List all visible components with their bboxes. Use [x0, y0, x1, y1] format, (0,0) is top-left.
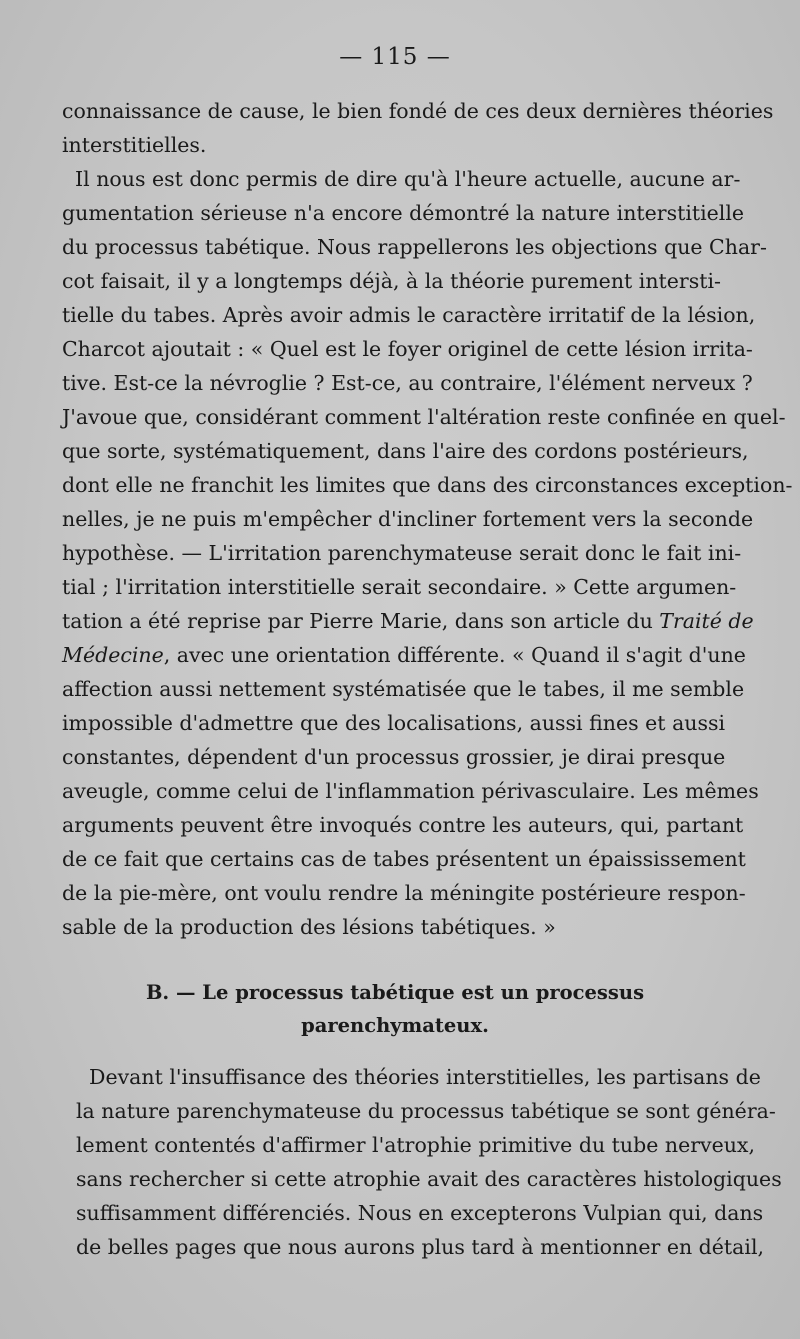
text-line: arguments peuvent être invoqués contre les auteurs, qui, partant — [62, 813, 744, 837]
section-heading-line: B. — Le processus tabétique est un processus — [145, 981, 645, 1004]
text-line: Devant l'insuffisance des théories interstitielles, les partisans de — [76, 1065, 761, 1089]
text-line: suffisamment différenciés. Nous en excepterons Vulpian qui, dans — [76, 1201, 764, 1225]
text-line: du processus tabétique. Nous rappellerons les objections que Char- — [62, 235, 767, 259]
text-line: gumentation sérieuse n'a encore démontré la nature interstitielle — [62, 201, 745, 225]
text-line: que sorte, systématiquement, dans l'aire des cordons postérieurs, — [62, 439, 749, 463]
section-heading — [0, 976, 790, 1042]
text-line: J'avoue que, considérant comment l'altération reste confinée en quel- — [62, 405, 786, 429]
text-line: de belles pages que nous aurons plus tard à mentionner en détail, — [76, 1235, 765, 1259]
text-line: connaissance de cause, le bien fondé de ces deux dernières théories — [62, 99, 774, 123]
text-line: lement contentés d'affirmer l'atrophie primitive du tube nerveux, — [76, 1133, 756, 1157]
text-line: interstitielles. — [62, 133, 207, 157]
body-text-top — [62, 94, 793, 944]
text-line: la nature parenchymateuse du processus tabétique se sont généra- — [76, 1099, 776, 1123]
text-line-with-italic: Médecine, avec une orientation différente. « Quand il s'agit d'une — [62, 643, 746, 667]
text-line: affection aussi nettement systématisée que le tabes, il me semble — [62, 677, 745, 701]
text-line: constantes, dépendent d'un processus grossier, je dirai presque — [62, 745, 726, 769]
text-line: hypothèse. — L'irritation parenchymateuse serait donc le fait ini- — [62, 541, 742, 565]
text-line: aveugle, comme celui de l'inflammation périvasculaire. Les mêmes — [62, 779, 759, 803]
text-line: sable de la production des lésions tabétiques. » — [62, 915, 556, 939]
page-number: — 115 — — [339, 44, 451, 70]
text-line: Charcot ajoutait : « Quel est le foyer originel de cette lésion irrita- — [62, 337, 753, 361]
text-line: tielle du tabes. Après avoir admis le caractère irritatif de la lésion, — [62, 303, 756, 327]
italic-title: Traité de — [659, 609, 754, 633]
italic-title: Médecine — [62, 643, 164, 667]
text-line: dont elle ne franchit les limites que dans des circonstances exception- — [62, 473, 793, 497]
section-heading-line: parenchymateux. — [301, 1014, 489, 1037]
text-line: de la pie-mère, ont voulu rendre la méningite postérieure respon- — [62, 881, 746, 905]
text-line: impossible d'admettre que des localisations, aussi fines et aussi — [62, 711, 726, 735]
text-line: sans rechercher si cette atrophie avait des caractères histologiques — [76, 1167, 782, 1191]
body-text-bottom — [76, 1060, 782, 1264]
text-line: nelles, je ne puis m'empêcher d'incliner fortement vers la seconde — [62, 507, 754, 531]
text-line: de ce fait que certains cas de tabes présentent un épaississement — [62, 847, 746, 871]
text-line: tive. Est-ce la névroglie ? Est-ce, au contraire, l'élément nerveux ? — [62, 371, 753, 395]
text-line-with-italic: tation a été reprise par Pierre Marie, dans son article du Traité de — [62, 609, 754, 633]
text-line: Il nous est donc permis de dire qu'à l'heure actuelle, aucune ar- — [62, 167, 741, 191]
text-line: tial ; l'irritation interstitielle serait secondaire. » Cette argumen- — [62, 575, 737, 599]
text-line: cot faisait, il y a longtemps déjà, à la théorie purement intersti- — [62, 269, 721, 293]
